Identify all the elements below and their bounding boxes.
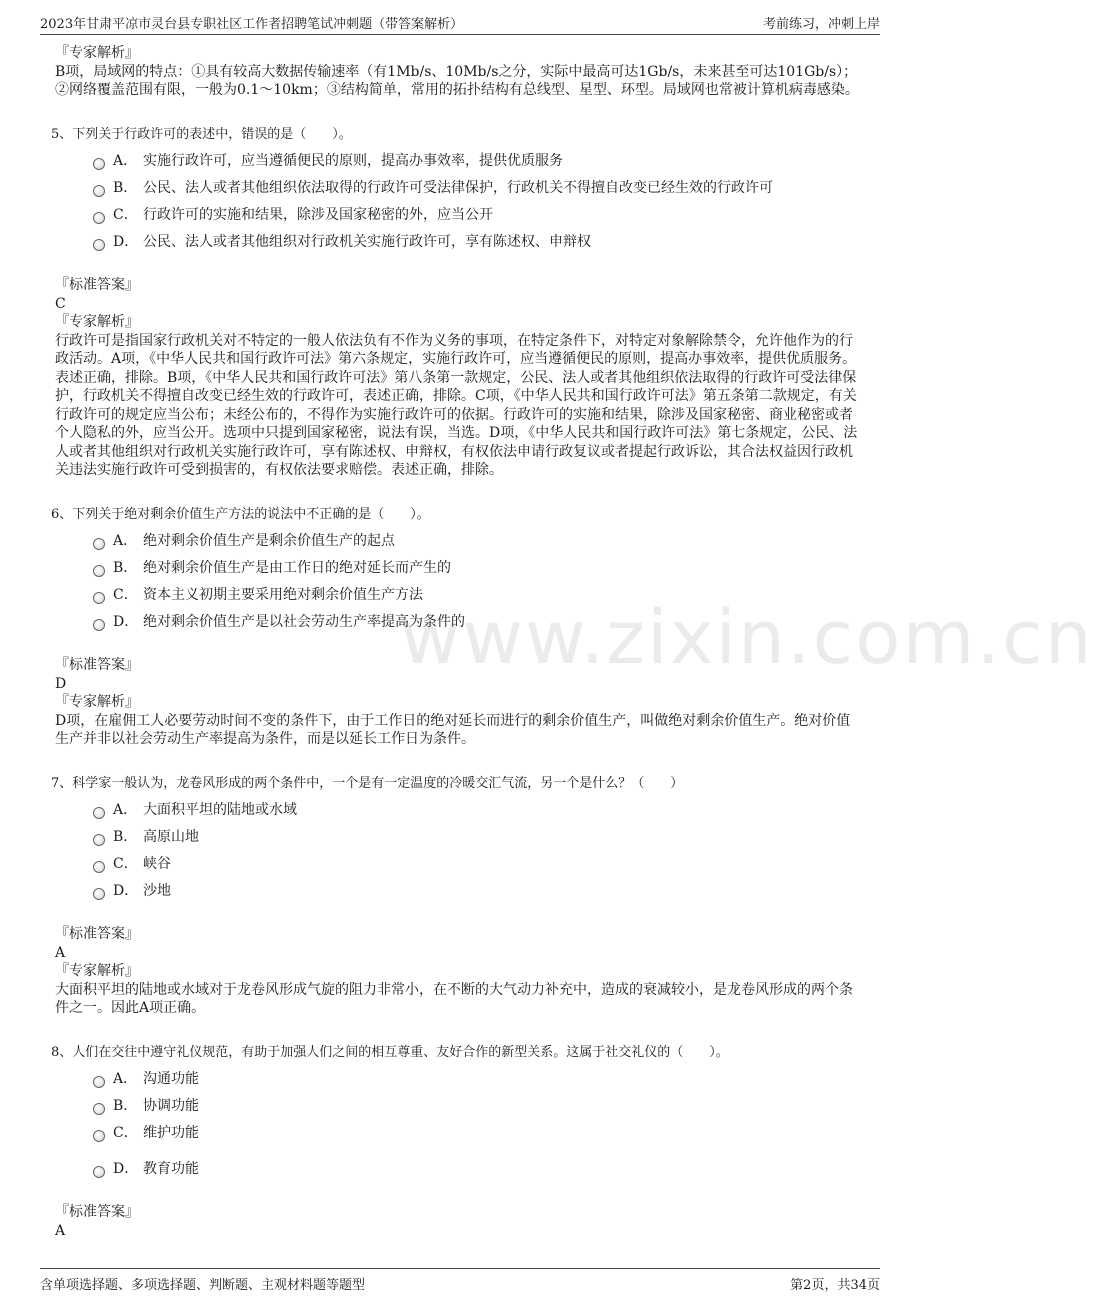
- option-list: [55, 530, 860, 638]
- radio-button-icon[interactable]: [93, 592, 105, 604]
- option-d[interactable]: [55, 611, 860, 638]
- option-letter: D．: [113, 1161, 139, 1177]
- radio-button-icon[interactable]: [93, 861, 105, 873]
- document-title: 2023年甘肃平凉市灵台县专职社区工作者招聘笔试冲刺题（带答案解析）: [40, 17, 464, 32]
- option-text: 维护功能: [143, 1125, 199, 1141]
- watermark: www.zixin.com.cn: [400, 595, 1094, 681]
- option-text: 峡谷: [143, 856, 171, 872]
- option-letter: D．: [113, 234, 139, 250]
- radio-button-icon[interactable]: [93, 1076, 105, 1088]
- question-5: [51, 126, 860, 480]
- expert-analysis-label: 『专家解析』: [55, 694, 139, 710]
- option-letter: C．: [113, 207, 138, 223]
- answer-block: [55, 1203, 860, 1240]
- radio-button-icon[interactable]: [93, 158, 105, 170]
- option-list: [55, 150, 860, 258]
- option-text: 沟通功能: [143, 1071, 199, 1087]
- option-a[interactable]: [55, 799, 860, 826]
- standard-answer-label: 『标准答案』: [55, 1204, 139, 1220]
- radio-button-icon[interactable]: [93, 565, 105, 577]
- radio-button-icon[interactable]: [93, 212, 105, 224]
- option-text: 高原山地: [143, 829, 199, 845]
- radio-button-icon[interactable]: [93, 185, 105, 197]
- option-c[interactable]: [55, 584, 860, 611]
- option-letter: A．: [113, 1071, 138, 1087]
- expert-analysis-text: 行政许可是指国家行政机关对不特定的一般人依法负有不作为义务的事项，在特定条件下，对特定对象解除禁令，允许他作为的行政活动。A项，《中华人民共和国行政许可法》第六条规定，实施行政许可，应当遵循便民的原则，提高办事效率，提供优质服务。表述正确，排除。B项，《中华人民共和国行政许可法》第八条第一款规定，公民、法人或者其他组织依法取得的行政许可受法律保护，行政机关不得擅自改变已经生效的行政许可，表述正确，排除。C项，《中华人民共和国行政许可法》第五条第二款规定，有关行政许可的规定应当公布；未经公布的，不得作为实施行政许可的依据。行政许可的实施和结果，除涉及国家秘密、商业秘密或者个人隐私的外，应当公开。选项中只提到国家秘密，说法有误，当选。D项，《中华人民共和国行政许可法》第七条规定，公民、法人或者其他组织对行政机关实施行政许可，享有陈述权、申辩权，有权依法申请行政复议或者提起行政诉讼，其合法权益因行政机关违法实施行政许可受到损害的，有权依法要求赔偿。表述正确，排除。: [55, 332, 858, 478]
- page-number: 第2页，共34页: [790, 1278, 880, 1293]
- radio-button-icon[interactable]: [93, 834, 105, 846]
- expert-analysis-text: B项，局域网的特点：①具有较高大数据传输速率（有1Mb/s、10Mb/s之分，实际中最高可达1Gb/s，未来甚至可达101Gb/s）；②网络覆盖范围有限，一般为0.1～10km；③结构简单，常用的拓扑结构有总线型、星型、环型。局域网也常被计算机病毒感染。: [55, 63, 859, 98]
- answer-block: [55, 656, 860, 749]
- option-c[interactable]: [55, 1122, 860, 1149]
- standard-answer-label: 『标准答案』: [55, 926, 139, 942]
- expert-analysis-label: 『专家解析』: [55, 314, 139, 330]
- option-c[interactable]: [55, 853, 860, 880]
- radio-button-icon[interactable]: [93, 807, 105, 819]
- radio-button-icon[interactable]: [93, 1103, 105, 1115]
- standard-answer-label: 『标准答案』: [55, 657, 139, 673]
- option-letter: A．: [113, 533, 138, 549]
- page-content: [51, 44, 860, 1240]
- option-text: 绝对剩余价值生产是由工作日的绝对延长而产生的: [143, 560, 451, 576]
- spacer: [55, 1149, 860, 1158]
- radio-button-icon[interactable]: [93, 538, 105, 550]
- option-letter: C．: [113, 856, 138, 872]
- expert-analysis-label: 『专家解析』: [55, 963, 139, 979]
- option-b[interactable]: [55, 177, 860, 204]
- standard-answer: A: [55, 1222, 66, 1239]
- page-header: [40, 10, 880, 35]
- option-text: 教育功能: [143, 1161, 199, 1177]
- option-letter: B．: [113, 829, 138, 845]
- question-stem: 8、人们在交往中遵守礼仪规范，有助于加强人们之间的相互尊重、友好合作的新型关系。这属于社交礼仪的（ ）。: [51, 1044, 729, 1060]
- option-letter: A．: [113, 802, 138, 818]
- option-letter: B．: [113, 560, 138, 576]
- option-d[interactable]: [55, 1158, 860, 1185]
- option-text: 绝对剩余价值生产是剩余价值生产的起点: [143, 533, 395, 549]
- option-c[interactable]: [55, 204, 860, 231]
- answer-block: [55, 925, 860, 1018]
- option-a[interactable]: [55, 150, 860, 177]
- option-letter: D．: [113, 614, 139, 630]
- option-text: 公民、法人或者其他组织依法取得的行政许可受法律保护，行政机关不得擅自改变已经生效的行政许可: [143, 180, 773, 196]
- radio-button-icon[interactable]: [93, 888, 105, 900]
- question-7: [51, 775, 860, 1018]
- radio-button-icon[interactable]: [93, 239, 105, 251]
- option-letter: D．: [113, 883, 139, 899]
- option-text: 行政许可的实施和结果，除涉及国家秘密的外，应当公开: [143, 207, 493, 223]
- option-b[interactable]: [55, 1095, 860, 1122]
- option-letter: C．: [113, 1125, 138, 1141]
- standard-answer: A: [55, 944, 66, 961]
- option-text: 资本主义初期主要采用绝对剩余价值生产方法: [143, 587, 423, 603]
- standard-answer: C: [55, 295, 66, 312]
- radio-button-icon[interactable]: [93, 1130, 105, 1142]
- option-text: 公民、法人或者其他组织对行政机关实施行政许可，享有陈述权、申辩权: [143, 234, 591, 250]
- option-b[interactable]: [55, 826, 860, 853]
- question-stem: 5、下列关于行政许可的表述中，错误的是（ ）。: [51, 126, 352, 142]
- option-letter: A．: [113, 153, 138, 169]
- option-d[interactable]: [55, 880, 860, 907]
- option-text: 绝对剩余价值生产是以社会劳动生产率提高为条件的: [143, 614, 465, 630]
- option-letter: B．: [113, 180, 138, 196]
- option-text: 沙地: [143, 883, 171, 899]
- expert-analysis-text: D项，在雇佣工人必要劳动时间不变的条件下，由于工作日的绝对延长而进行的剩余价值生产，叫做绝对剩余价值生产。绝对价值生产并非以社会劳动生产率提高为条件，而是以延长工作日为条件。: [55, 712, 851, 747]
- question-8: [51, 1044, 860, 1241]
- header-slogan: 考前练习，冲刺上岸: [762, 17, 880, 32]
- option-letter: B．: [113, 1098, 138, 1114]
- answer-block: [55, 276, 860, 480]
- option-d[interactable]: [55, 231, 860, 258]
- option-list: [55, 799, 860, 907]
- question-stem: 6、下列关于绝对剩余价值生产方法的说法中不正确的是（ ）。: [51, 506, 430, 522]
- option-a[interactable]: [55, 1068, 860, 1095]
- option-list: [55, 1068, 860, 1185]
- standard-answer-label: 『标准答案』: [55, 277, 139, 293]
- option-text: 大面积平坦的陆地或水域: [143, 802, 297, 818]
- footer-question-types: 含单项选择题、多项选择题、判断题、主观材料题等题型: [40, 1278, 366, 1293]
- radio-button-icon[interactable]: [93, 1166, 105, 1178]
- page-footer: [40, 1268, 880, 1293]
- option-a[interactable]: [55, 530, 860, 557]
- option-text: 协调功能: [143, 1098, 199, 1114]
- question-6: [51, 506, 860, 749]
- question-stem: 7、科学家一般认为，龙卷风形成的两个条件中，一个是有一定温度的冷暖交汇气流，另一个是什么？（ ）: [51, 775, 684, 791]
- expert-analysis-label: 『专家解析』: [55, 45, 139, 61]
- option-text: 实施行政许可，应当遵循便民的原则，提高办事效率，提供优质服务: [143, 153, 563, 169]
- standard-answer: D: [55, 675, 67, 692]
- intro-analysis-block: [55, 44, 860, 100]
- option-letter: C．: [113, 587, 138, 603]
- radio-button-icon[interactable]: [93, 619, 105, 631]
- expert-analysis-text: 大面积平坦的陆地或水域对于龙卷风形成气旋的阻力非常小，在不断的大气动力补充中，造成的衰减较小，是龙卷风形成的两个条件之一。因此A项正确。: [55, 981, 853, 1016]
- option-b[interactable]: [55, 557, 860, 584]
